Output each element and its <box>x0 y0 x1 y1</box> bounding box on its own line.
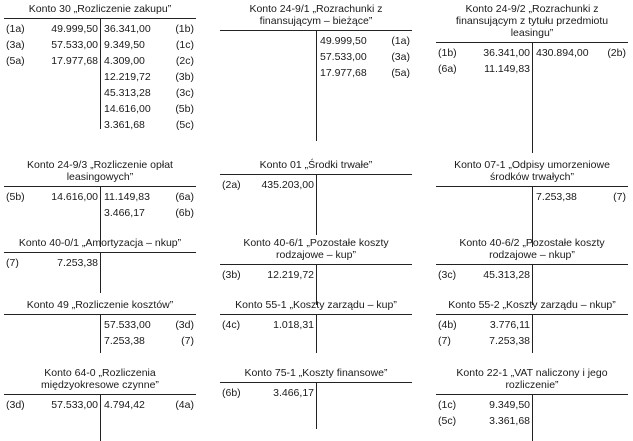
entry-row <box>220 317 412 333</box>
debit-amount: 36.341,00 <box>483 47 530 59</box>
debit-amount: 11.149,83 <box>484 63 530 75</box>
account-k4062 <box>436 236 628 283</box>
debit-amount: 3.776,11 <box>489 319 530 331</box>
debit-ref: (7) <box>6 257 19 269</box>
account-title: Konto 24-9/1 „Rozrachunki z finansującym – bieżące” <box>220 2 412 31</box>
entry-row <box>4 189 196 205</box>
debit-ref: (6b) <box>222 387 241 399</box>
credit-ref: (3a) <box>391 51 410 63</box>
t-account-body <box>436 265 628 283</box>
debit-ref: (3c) <box>438 269 457 281</box>
entry-row <box>436 413 628 429</box>
credit-amount: 7.253,38 <box>536 191 577 203</box>
entry-row <box>436 333 628 349</box>
debit-ref: (1c) <box>438 399 457 411</box>
credit-ref: (1c) <box>175 39 194 51</box>
account-title: Konto 64-0 „Rozliczenia międzyokresowe czynne” <box>4 366 196 395</box>
debit-ref: (4b) <box>438 319 457 331</box>
debit-ref: (2a) <box>222 179 241 191</box>
debit-ref: (5c) <box>438 415 457 427</box>
credit-ref: (6b) <box>175 207 194 219</box>
entry-row <box>4 37 196 53</box>
account-title: Konto 40-0/1 „Amortyzacja – nkup” <box>4 236 196 253</box>
t-account-body <box>436 395 628 429</box>
credit-amount: 4.794,42 <box>104 399 145 411</box>
credit-ref: (2b) <box>607 47 626 59</box>
debit-amount: 3.466,17 <box>273 387 314 399</box>
entry-row <box>436 45 628 61</box>
credit-amount: 36.341,00 <box>104 23 151 35</box>
t-account-body <box>220 31 412 81</box>
entry-row <box>4 53 196 69</box>
account-k4061 <box>220 236 412 283</box>
debit-amount: 7.253,38 <box>57 257 98 269</box>
account-k551 <box>220 298 412 333</box>
credit-amount: 430.894,00 <box>536 47 589 59</box>
t-account-body <box>4 315 196 349</box>
debit-amount: 14.616,00 <box>51 191 98 203</box>
credit-amount: 57.533,00 <box>320 51 367 63</box>
t-account-body <box>220 265 412 283</box>
credit-amount: 3.466,17 <box>104 207 145 219</box>
entry-row <box>4 317 196 333</box>
credit-amount: 17.977,68 <box>320 67 367 79</box>
entry-row <box>4 333 196 349</box>
entry-row <box>436 189 628 205</box>
credit-ref: (1a) <box>391 35 410 47</box>
debit-ref: (5a) <box>6 55 25 67</box>
credit-ref: (7) <box>181 335 194 347</box>
entry-row <box>220 267 412 283</box>
t-account-body <box>436 43 628 77</box>
entry-row <box>220 33 412 49</box>
account-k01 <box>220 158 412 193</box>
account-title: Konto 07-1 „Odpisy umorzeniowe środków trwałych” <box>436 158 628 187</box>
credit-amount: 9.349,50 <box>104 39 145 51</box>
t-account-body <box>4 19 196 133</box>
account-k640 <box>4 366 196 413</box>
debit-amount: 17.977,68 <box>51 55 98 67</box>
debit-ref: (3d) <box>6 399 25 411</box>
debit-ref: (6a) <box>438 63 457 75</box>
account-k2493 <box>4 158 196 221</box>
debit-ref: (1b) <box>438 47 457 59</box>
debit-amount: 57.533,00 <box>51 39 98 51</box>
entry-row <box>436 397 628 413</box>
credit-ref: (3c) <box>175 87 194 99</box>
account-title: Konto 24-9/2 „Rozrachunki z finansującym z tytułu przedmiotu leasingu” <box>436 2 628 43</box>
credit-ref: (7) <box>613 191 626 203</box>
debit-amount: 435.203,00 <box>261 179 314 191</box>
credit-ref: (5a) <box>391 67 410 79</box>
entry-row <box>436 61 628 77</box>
account-k221 <box>436 366 628 429</box>
entry-row <box>220 385 412 401</box>
debit-amount: 1.018,31 <box>273 319 314 331</box>
debit-ref: (3b) <box>222 269 241 281</box>
entry-row <box>220 65 412 81</box>
entry-row <box>4 21 196 37</box>
account-title: Konto 40-6/2 „Pozostałe koszty rodzajowe – nkup” <box>436 236 628 265</box>
account-title: Konto 01 „Środki trwałe” <box>220 158 412 175</box>
credit-amount: 3.361,68 <box>104 119 145 131</box>
credit-ref: (4a) <box>175 399 194 411</box>
credit-amount: 57.533,00 <box>104 319 151 331</box>
account-title: Konto 40-6/1 „Pozostałe koszty rodzajowe – kup” <box>220 236 412 265</box>
entry-row <box>4 69 196 85</box>
credit-amount: 4.309,00 <box>104 55 145 67</box>
account-k30 <box>4 2 196 133</box>
entry-row <box>4 397 196 413</box>
t-account-body <box>436 187 628 205</box>
t-account-body <box>4 253 196 271</box>
account-k552 <box>436 298 628 349</box>
account-k49 <box>4 298 196 349</box>
debit-amount: 9.349,50 <box>489 399 530 411</box>
t-account-body <box>436 315 628 349</box>
t-account-body <box>4 395 196 413</box>
debit-ref: (5b) <box>6 191 25 203</box>
credit-ref: (1b) <box>175 23 194 35</box>
account-k2492 <box>436 2 628 77</box>
account-k4001 <box>4 236 196 271</box>
credit-ref: (3b) <box>175 71 194 83</box>
account-k2491 <box>220 2 412 81</box>
t-account-body <box>220 383 412 401</box>
debit-ref: (7) <box>438 335 451 347</box>
debit-amount: 49.999,50 <box>51 23 98 35</box>
credit-amount: 12.219,72 <box>104 71 151 83</box>
debit-amount: 57.533,00 <box>51 399 98 411</box>
debit-ref: (4c) <box>222 319 241 331</box>
debit-amount: 3.361,68 <box>489 415 530 427</box>
account-title: Konto 24-9/3 „Rozliczenie opłat leasingowych” <box>4 158 196 187</box>
credit-amount: 11.149,83 <box>104 191 150 203</box>
account-title: Konto 75-1 „Koszty finansowe” <box>220 366 412 383</box>
account-k071 <box>436 158 628 205</box>
account-title: Konto 49 „Rozliczenie kosztów” <box>4 298 196 315</box>
debit-amount: 7.253,38 <box>489 335 530 347</box>
account-title: Konto 55-1 „Koszty zarządu – kup” <box>220 298 412 315</box>
debit-ref: (3a) <box>6 39 25 51</box>
entry-row <box>436 267 628 283</box>
entry-row <box>4 255 196 271</box>
credit-amount: 14.616,00 <box>104 103 151 115</box>
credit-ref: (5b) <box>175 103 194 115</box>
credit-amount: 49.999,50 <box>320 35 367 47</box>
account-title: Konto 30 „Rozliczenie zakupu” <box>4 2 196 19</box>
credit-ref: (2c) <box>175 55 194 67</box>
t-account-body <box>220 175 412 193</box>
entry-row <box>220 177 412 193</box>
account-title: Konto 55-2 „Koszty zarządu – nkup” <box>436 298 628 315</box>
entry-row <box>4 117 196 133</box>
debit-ref: (1a) <box>6 23 25 35</box>
t-account-body <box>220 315 412 333</box>
credit-ref: (6a) <box>175 191 194 203</box>
entry-row <box>220 49 412 65</box>
entry-row <box>4 101 196 117</box>
entry-row <box>436 317 628 333</box>
credit-ref: (3d) <box>175 319 194 331</box>
debit-amount: 12.219,72 <box>267 269 314 281</box>
credit-amount: 7.253,38 <box>104 335 145 347</box>
account-title: Konto 22-1 „VAT naliczony i jego rozliczenie” <box>436 366 628 395</box>
credit-amount: 45.313,28 <box>104 87 151 99</box>
entry-row <box>4 205 196 221</box>
credit-ref: (5c) <box>175 119 194 131</box>
account-k751 <box>220 366 412 401</box>
t-account-body <box>4 187 196 221</box>
entry-row <box>4 85 196 101</box>
debit-amount: 45.313,28 <box>483 269 530 281</box>
